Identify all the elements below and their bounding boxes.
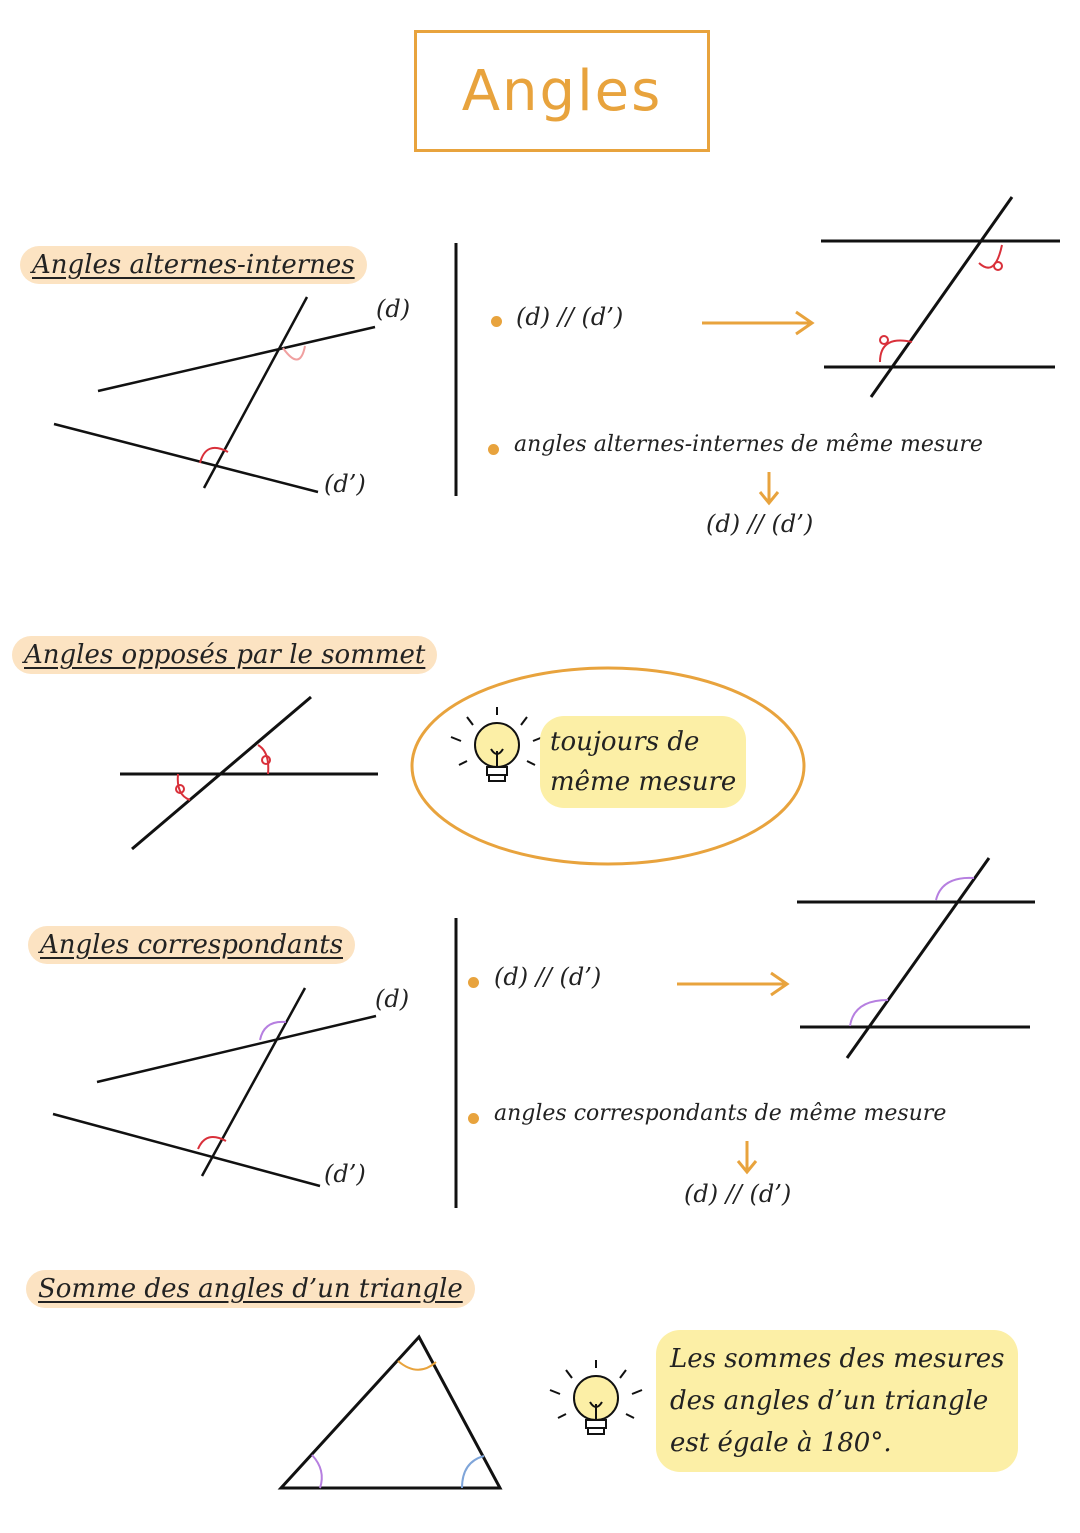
note-triangle bbox=[656, 1330, 1018, 1472]
arrow-down-icon bbox=[738, 1141, 756, 1172]
note-line: est égale à 180°. bbox=[670, 1428, 892, 1458]
bullet bbox=[468, 977, 479, 988]
arrow-right-icon bbox=[677, 973, 787, 995]
bullet-angles-measure: angles alternes-internes de même mesure bbox=[514, 432, 983, 457]
note-line: même mesure bbox=[550, 767, 737, 797]
title-box bbox=[414, 30, 710, 152]
note-line: des angles d’un triangle bbox=[670, 1386, 989, 1416]
bullet-parallel: (d) // (d’) bbox=[516, 303, 624, 331]
bullet bbox=[491, 316, 502, 327]
opposes-figure bbox=[120, 697, 378, 849]
heading-opposes: Angles opposés par le sommet bbox=[12, 636, 437, 674]
correspondants-parallel-figure bbox=[797, 858, 1035, 1058]
conclusion-parallel: (d) // (d’) bbox=[684, 1180, 792, 1208]
note-opposes bbox=[540, 716, 746, 808]
bullet bbox=[468, 1113, 479, 1124]
heading-triangle: Somme des angles d’un triangle bbox=[26, 1270, 475, 1308]
conclusion-parallel: (d) // (d’) bbox=[706, 510, 814, 538]
arrow-right-icon bbox=[702, 312, 812, 334]
note-line: Les sommes des mesures bbox=[670, 1344, 1005, 1374]
bullet bbox=[488, 444, 499, 455]
label-d: (d) bbox=[376, 295, 411, 323]
label-d-prime: (d’) bbox=[324, 1160, 366, 1188]
label-d: (d) bbox=[375, 985, 410, 1013]
alternes-parallel-figure bbox=[821, 197, 1060, 397]
label-d-prime: (d’) bbox=[324, 470, 366, 498]
lightbulb-icon bbox=[451, 707, 543, 781]
correspondants-figure bbox=[53, 988, 376, 1186]
triangle-figure bbox=[281, 1337, 500, 1488]
note-line: toujours de bbox=[550, 727, 700, 757]
heading-correspondants: Angles correspondants bbox=[28, 926, 355, 964]
bullet-parallel: (d) // (d’) bbox=[494, 963, 602, 991]
arrow-down-icon bbox=[760, 472, 778, 503]
alternes-figure bbox=[54, 297, 375, 492]
bullet-angles-measure: angles correspondants de même mesure bbox=[494, 1101, 947, 1126]
heading-alternes: Angles alternes-internes bbox=[20, 246, 367, 284]
lightbulb-icon bbox=[550, 1360, 642, 1434]
page-title: Angles bbox=[461, 58, 663, 124]
